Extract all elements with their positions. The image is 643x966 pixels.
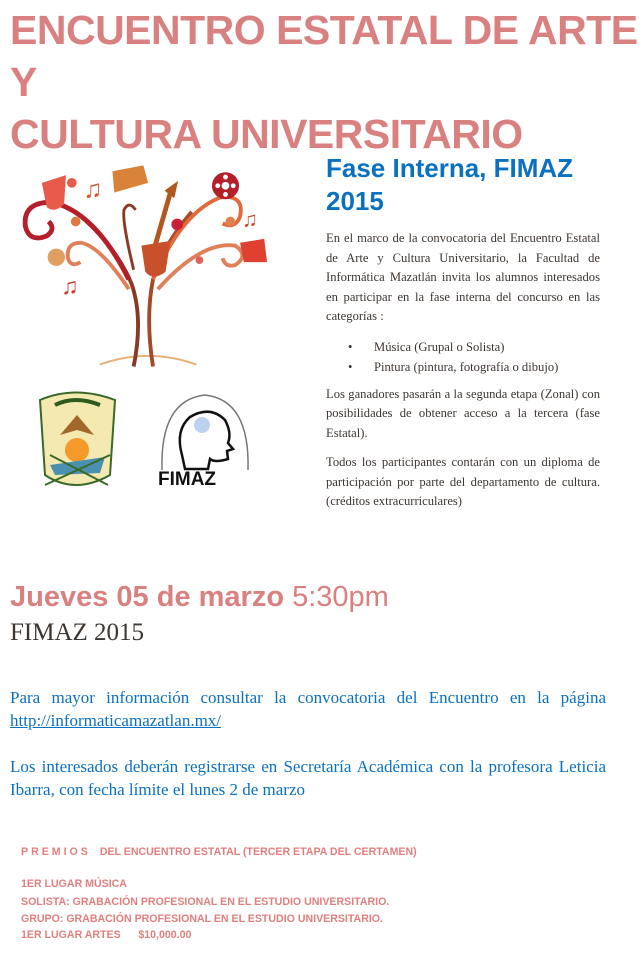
art-tree-illustration [8,150,298,380]
event-place: FIMAZ 2015 [10,619,145,646]
prizes-section [21,843,417,943]
bullet-icon: • [348,359,353,374]
svg-text:♫: ♫ [83,175,103,204]
event-datetime [10,578,389,616]
fimaz-logo-icon [158,395,248,490]
logos-row [30,385,260,495]
diploma-paragraph: Todos los participantes contarán con un diploma de participación por parte del departamento de cultura. (créditos extracurriculares) [326,455,600,508]
phase-title: Fase Interna, FIMAZ 2015 [326,153,574,216]
phase-description [326,229,600,522]
prize-line: 1ER LUGAR ARTES $10,000.00 [21,929,192,941]
website-link[interactable]: http://informaticamazatlan.mx/ [10,711,222,730]
title-line-1: ENCUENTRO ESTATAL DE ARTE Y [10,7,638,105]
event-time: 5:30pm [292,581,389,613]
prize-line: SOLISTA: GRABACIÓN PROFESIONAL EN EL ESTUDIO UNIVERSITARIO. [21,896,390,908]
registration-paragraph: Los interesados deberán registrarse en Secretaría Académica con la profesora Leticia Ibarra, con fecha límite el lunes 2 de marzo [10,757,606,799]
prize-line: GRUPO: GRABACIÓN PROFESIONAL EN EL ESTUDIO UNIVERSITARIO. [21,913,383,925]
event-date: Jueves 05 de marzo [10,581,285,613]
bullet-icon: • [348,339,353,354]
svg-text:FIMAZ: FIMAZ [158,469,217,490]
categories-list [326,337,600,377]
svg-text:♫: ♫ [61,273,79,299]
svg-text:♫: ♫ [241,207,258,232]
intro-paragraph: En el marco de la convocatoria del Encuentro Estatal de Arte y Cultura Universitario, la Facultad de Informática Mazatlán invita los alumnos interesados en participar en la fase interna del concurso en las categorías : [326,231,600,323]
category-item: • Música (Grupal o Solista) [348,337,600,357]
winners-paragraph: Los ganadores pasarán a la segunda etapa (Zonal) con posibilidades de obtener acceso a la tercera (fase Estatal). [326,386,600,440]
prizes-header: PREMIOS DEL ENCUENTRO ESTATAL (TERCER ETAPA DEL CERTAMEN) [21,846,417,858]
page-title [10,4,640,160]
title-line-2: CULTURA UNIVERSITARIO [10,111,523,157]
more-info-paragraph: Para mayor información consultar la convocatoria del Encuentro en la página http://informaticamazatlan.mx/ [10,688,606,730]
category-item: • Pintura (pintura, fotografía o dibujo) [348,357,600,377]
university-crest-icon [40,393,115,486]
prize-line: 1ER LUGAR MÚSICA [21,878,127,890]
